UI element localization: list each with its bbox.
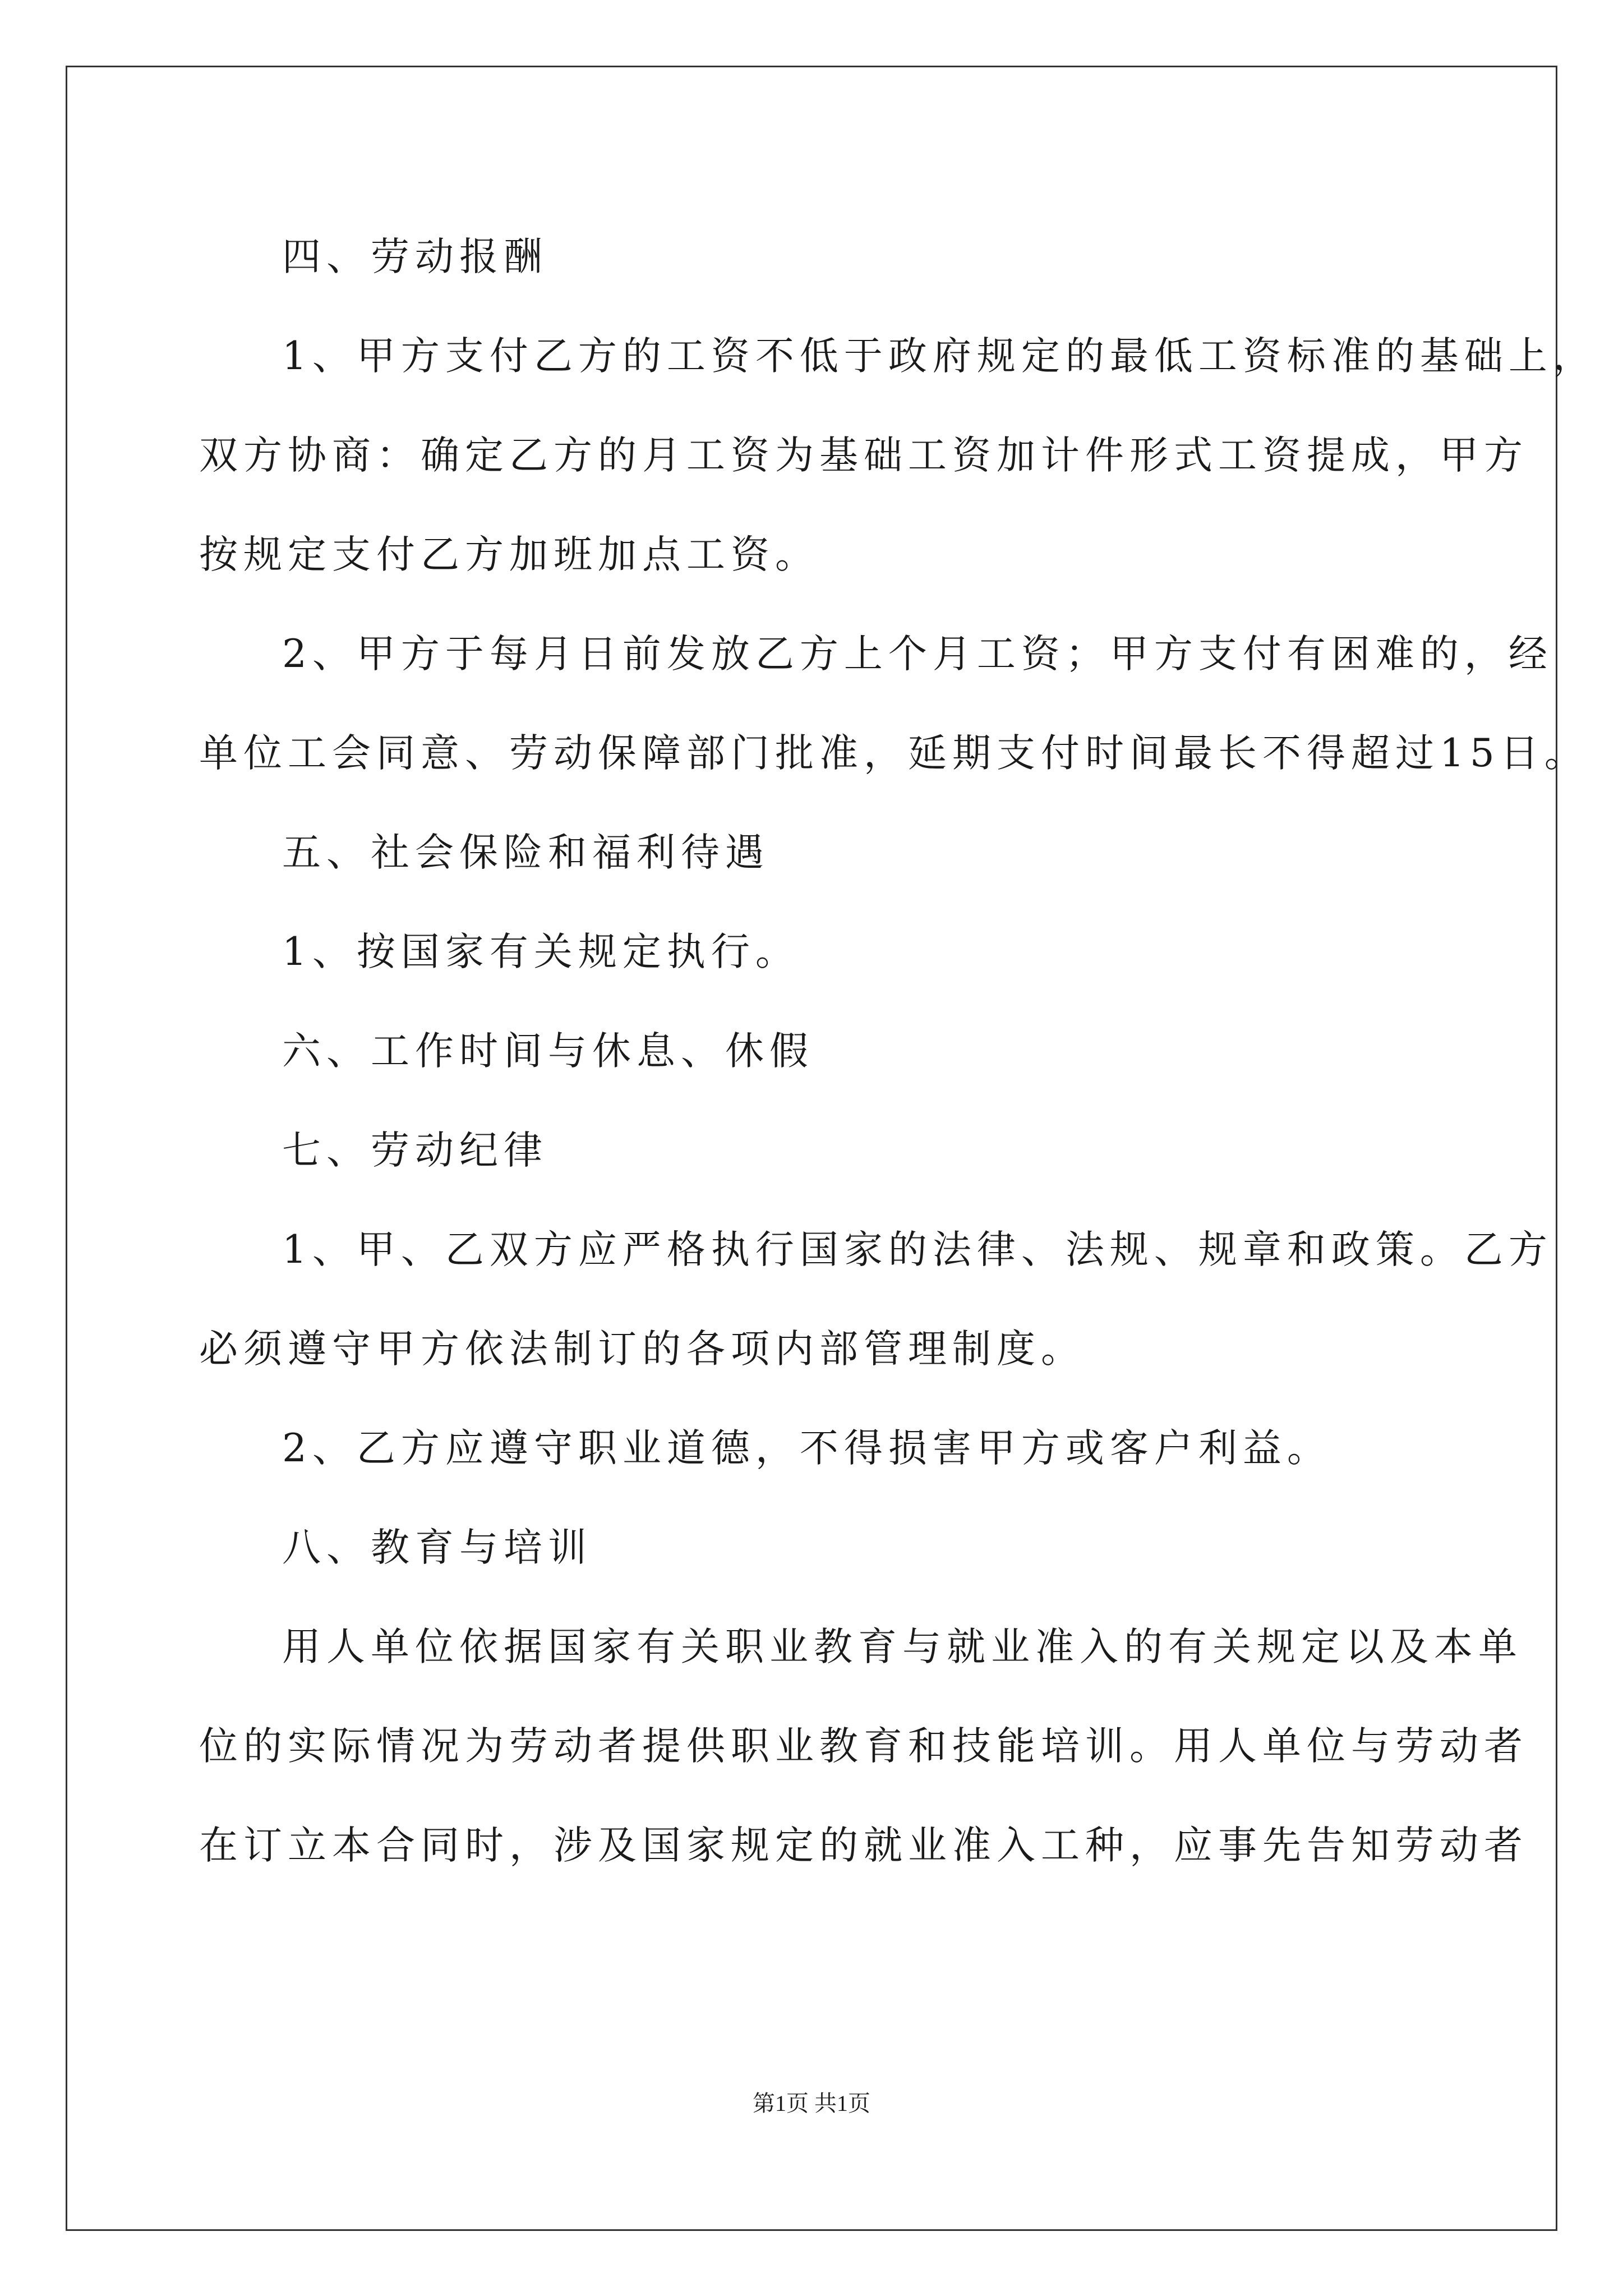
section-heading-working-hours: 六、工作时间与休息、休假 <box>282 1029 814 1074</box>
paragraph-line: 1、甲、乙双方应严格执行国家的法律、法规、规章和政策。乙方 <box>282 1227 1553 1272</box>
paragraph-line: 2、甲方于每月日前发放乙方上个月工资；甲方支付有困难的，经 <box>282 632 1553 677</box>
paragraph-line: 位的实际情况为劳动者提供职业教育和技能培训。用人单位与劳动者 <box>199 1724 1528 1769</box>
paragraph-line: 必须遵守甲方依法制订的各项内部管理制度。 <box>199 1327 1085 1372</box>
section-heading-social-insurance: 五、社会保险和福利待遇 <box>282 830 769 875</box>
paragraph-line: 单位工会同意、劳动保障部门批准，延期支付时间最长不得超过15日。 <box>199 731 1589 776</box>
section-heading-labor-pay: 四、劳动报酬 <box>282 234 548 279</box>
page-footer: 第1页 共1页 <box>753 2091 870 2116</box>
paragraph-line: 2、乙方应遵守职业道德，不得损害甲方或客户利益。 <box>282 1426 1331 1471</box>
paragraph-line: 1、甲方支付乙方的工资不低于政府规定的最低工资标准的基础上， <box>282 334 1597 379</box>
paragraph-line: 1、按国家有关规定执行。 <box>282 930 800 974</box>
section-heading-labor-discipline: 七、劳动纪律 <box>282 1128 548 1173</box>
document-body <box>199 208 1597 1895</box>
paragraph-line: 用人单位依据国家有关职业教育与就业准入的有关规定以及本单 <box>282 1625 1523 1669</box>
paragraph-line: 在订立本合同时，涉及国家规定的就业准入工种，应事先告知劳动者 <box>199 1823 1528 1868</box>
paragraph-line: 双方协商：确定乙方的月工资为基础工资加计件形式工资提成，甲方 <box>199 433 1528 478</box>
paragraph-line: 按规定支付乙方加班加点工资。 <box>199 532 819 577</box>
section-heading-education-training: 八、教育与培训 <box>282 1525 592 1570</box>
